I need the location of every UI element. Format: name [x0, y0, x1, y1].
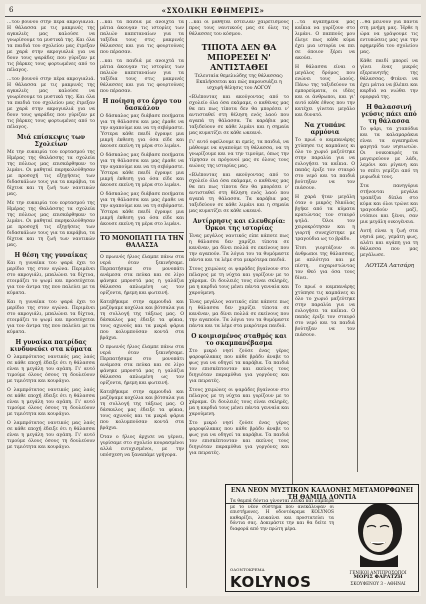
article-text: Αυτή είναι η ζωή στα νησιά μας, γεμάτη φως, αλάτι και αγάπη για τη θάλασσα που μας μεγάλωσε.	[360, 229, 418, 258]
column-divider	[97, 20, 98, 588]
page-number: 6	[9, 6, 14, 14]
column-4	[295, 20, 355, 472]
author-signature: ΛΟΥΙΖΑ Λατσάρη	[365, 263, 414, 269]
newspaper-title: «ΣΧΟΛΙΚΗ ΕΦΗΜΕΡΙΣ»	[161, 6, 265, 15]
article-text: Γι' αυτό οφείλουμε κι εμείς, τα παιδιά, να μάθουμε να αγαπούμε τη θάλασσα, να τη γνωρίζουμε και να την τιμούμε, όπως την τίμησαν οι πρόγονοί μας σε όλους τους αιώνες της ιστορίας μας.	[189, 140, 289, 169]
column-1	[7, 20, 95, 590]
page-header	[5, 6, 421, 17]
article-text: Ο δάσκαλος μας διάβασε ποιήματα για τη θάλασσα και μας έμαθε να την αγαπούμε και να τη σεβόμαστε. Ύστερα κάθε παιδί έγραψε μια μικρή έκθεση για όσα είδε και άκουσε εκείνη τη μέρα στο λιμάνι.	[100, 192, 184, 227]
article-text: Το ψάρι, τα χταπόδια και τα καλαμαράκια είναι τα αγαπημένα φαγητά των νησιωτών. Οι νοικοκυρές τα μαγειρεύουν με λάδι, λεμόνι και ρίγανη και το σπίτι γεμίζει από τη μυρωδιά τους.	[360, 127, 418, 180]
article-text: Κάθε παιδί μπορεί να γίνει ένας μικρός εξερευνητής της θάλασσας. Φτάνει να έχει μάτια να βλέπει και καρδιά να νιώθει την ομορφιά της.	[360, 59, 418, 100]
article-text: …του βουνού στην πέρα ακρογιαλιά. Η θάλασσα με τις μακρινές της αγκαλιές μας καλούσε να γνωρίσουμε τα μυστικά της. Και όλα τα παιδιά του σχολείου μας έτρεξαν με χαρά στην ακρογιαλιά για να δουν τους ψαράδες που γύριζαν με τις βάρκες τους φορτωμένες από το πέλαγος.	[7, 20, 95, 73]
section-heading: Μιά επίσκεψις των Σχολείων	[17, 134, 85, 148]
section-heading: Η θαλασσινή γεύσις πάει από τη θάλασσα	[361, 104, 417, 125]
article-text: Ο δάσκαλος μας διάβασε ποιήματα για τη θάλασσα και μας έμαθε να την αγαπούμε και να τη σεβόμαστε. Ύστερα κάθε παιδί έγραψε μια μικρή έκθεση για όσα είδε και άκουσε εκείνη τη μέρα στο λιμάνι.	[100, 153, 184, 188]
ad-body-text: Τα θαμπά δόντια γίνονται λευκά και λαμπερά με το νέον σύστημα που ανεκάλυψαν οι επιστήμονες. Η οδοντόκρεμα KOLYNOS καθαρίζει, λευκαίνει και προστατεύει τα δόντια σας. Δοκιμάστε την και θα δείτε τη διαφορά από την πρώτη μέρα.	[230, 499, 334, 532]
article-text: Η χαρά ήταν μεγάλη όταν ο μικρός Νικόλας βγήκε από τα κύματα κρατώντας τον σταυρό ψηλά. Όλοι τον χειροκρότησαν και η γιορτή συνεχίστηκε με τραγούδια ως το βράδυ.	[295, 195, 355, 242]
article-text: Ο δάσκαλος μας διάβασε ποιήματα για τη θάλασσα και μας έμαθε να την αγαπούμε και να τη σεβόμαστε. Ύστερα κάθε παιδί έγραψε μια μικρή έκθεση για όσα είδε και άκουσε εκείνη τη μέρα στο λιμάνι.	[100, 114, 184, 149]
article-text: Ο πρωινός ήλιος έλαμπε πάνω στα νερά όταν ξεκινήσαμε. Περπατήσαμε στο μονοπάτι ανάμεσα στα πεύκα και σε λίγο φάνηκε μπροστά μας η γαλάζια θάλασσα απλωμένη ως τον ορίζοντα, ήρεμη και φωτεινή.	[100, 255, 184, 296]
article-text: Και η γυναίκα του ψαρά έχει το μερίδιο της στον αγώνα. Περιμένει στο ακρογιάλι, μπαλώνει τα δίχτυα, ετοιμάζει το ψωμί και προσεύχεται για τον άντρα της που παλεύει με τα κύματα.	[7, 261, 95, 296]
importer-name: ΜΟΡΙΣ ΦΑΡΑΤΖΗ	[353, 574, 403, 581]
woman-portrait-illustration	[340, 499, 414, 567]
kolynos-advertisement	[225, 484, 419, 592]
importer-label: ΓΕΝΙΚΟΙ ΑΝΤΙΠΡΟΣΩΠΟΙ	[349, 570, 407, 575]
article-text: …τα αγαπημένα μας καΐκια να γυρίζουν στο λιμάνι. Ο παππούς μου έλεγε πως κάθε κύμα έχει μια ιστορία να πει σε όποιον ξέρει να ακούει.	[295, 20, 355, 61]
article-text: Κατεβήκαμε στην αμμουδιά και μαζέψαμε κοχύλια και βότσαλα για τη συλλογή της τάξεως μας. Ο δάσκαλος μας έδειξε τα φύκια, τους αχινούς και τα μικρά ψάρια που κολυμπούσαν κοντά στα βράχια.	[100, 300, 184, 341]
section-heading: Ο κοιμισμένος σταθμός και το σκαμπανέβασμα	[191, 333, 287, 347]
section-heading: Αντίρρησις και ελευθερία: Όρκοι της ιστορίας	[192, 218, 286, 232]
article-text: Το πρωί ο καμπανάρης χτύπησε τις καμπάνες κι όλο το χωριό μαζεύτηκε στην παραλία για να ευλογήσει τα καΐκια. Ο παπάς έριξε τον σταυρό στο νερό και τα παιδιά βούτηξαν να τον πιάσουν.	[295, 285, 355, 338]
column-divider	[186, 20, 187, 588]
article-text: Έτσι γιορτάζουν οι άνθρωποι της θάλασσας, με απλότητα και με πίστη, ευχαριστώντας τον Θεό για όσα τους δίνει.	[295, 246, 355, 281]
article-text: Όταν ο ήλιος άρχισε να γέρνει, γυρίσαμε στο σχολείο κουρασμένοι αλλά ευτυχισμένοι, με την υπόσχεση να ξαναπάμε γρήγορα.	[100, 435, 184, 458]
section-heading: Η γυναίκα πατρίδας κινδυνεύει στα κύματα	[10, 339, 92, 353]
importer-address: ΣΚΟΥΦΕΝΟΥ 3 - ΑΘΗΝΑΙ	[350, 580, 406, 586]
article-text: Ένας μεγάλος ναυτικός είπε κάποτε πως η θάλασσα δεν χαρίζει τίποτα σε κανέναν, μα δίνει πολλά σε εκείνους που την αγαπούν. Τα λόγια του τα θυμόμαστε πάντα και τα λέμε στα μικρότερα παιδιά.	[189, 300, 289, 329]
article-text: Στους χειμώνες οι ψαράδες βγαίνουν στο πέλαγος με τη νύχτα και γυρίζουν με το χάραμα. Οι δουλειές τους είναι σκληρές, μα η καρδιά τους μένει πάντα γενναία και χαρούμενη.	[189, 388, 289, 417]
article-text: Στο μικρό νησί ζούσε ένας γέρος φαροφύλακας που κάθε βράδυ άναβε το φως για να οδηγεί τα καράβια. Τα παιδιά τον επισκέπτονταν και εκείνος τους διηγιόταν παραμύθια για γοργόνες και για πειρατές.	[189, 421, 289, 456]
brand-label: ΟΔΟΝΤΟΚΡΕΜΑ	[230, 567, 265, 572]
article-text: …θα μείνουν για πάντα στη μνήμη μας. Ήρθε η ώρα να γράψουμε τις εντυπώσεις μας για την εφημερίδα του σχολείου μας.	[360, 20, 418, 55]
article-text: Ο πρωινός ήλιος έλαμπε πάνω στα νερά όταν ξεκινήσαμε. Περπατήσαμε στο μονοπάτι ανάμεσα στα πεύκα και σε λίγο φάνηκε μπροστά μας η γαλάζια θάλασσα απλωμένη ως τον ορίζοντα, ήρεμη και φωτεινή.	[100, 345, 184, 386]
section-heading: Να χτυπάνε αρμόνια	[304, 122, 346, 136]
boxed-section-title: ΤΟ ΜΟΝΟΠΑΤΙ ΓΙΑ ΤΗΝ ΘΑΛΑΣΣΑ	[100, 232, 184, 252]
article-text: Ένας μεγάλος ναυτικός είπε κάποτε πως η θάλασσα δεν χαρίζει τίποτα σε κανέναν, μα δίνει πολλά σε εκείνους που την αγαπούν. Τα λόγια του τα θυμόμαστε πάντα και τα λέμε στα μικρότερα παιδιά.	[189, 234, 289, 263]
article-text: Με την ευκαιρία του εορτασμού της Ημέρας της Θαλάσσης τα σχολεία της πόλεως μας επισκέφθηκαν το λιμάνι. Οι μαθηταί παρηκολούθησαν με προσοχή τις εξηγήσεις των διδασκάλων τους για τα καράβια, τα δίχτυα και τη ζωή των ναυτικών μας.	[7, 201, 95, 248]
article-text: …του βουνού στην πέρα ακρογιαλιά. Η θάλασσα με τις μακρινές της αγκαλιές μας καλούσε να γνωρίσουμε τα μυστικά της. Και όλα τα παιδιά του σχολείου μας έτρεξαν με χαρά στην ακρογιαλιά για να δουν τους ψαράδες που γύριζαν με τις βάρκες τους φορτωμένες από το πέλαγος.	[7, 77, 95, 130]
brand-logo-text: KOLYNOS	[230, 573, 312, 591]
article-text: …και τα παιδιά με ανοιχτά τα μάτια άκουγαν τις ιστορίες των παλιών καπεταναίων για τα ταξίδια τους στις μακρινές θάλασσες και για τις φουρτούνες που πέρασαν.	[100, 59, 184, 94]
article-text: Στους χειμώνες οι ψαράδες βγαίνουν στο πέλαγος με τη νύχτα και γυρίζουν με το χάραμα. Οι δουλειές τους είναι σκληρές, μα η καρδιά τους μένει πάντα γενναία και χαρούμενη.	[189, 267, 289, 296]
main-headline: ΤΙΠΟΤΑ ΔΕΝ ΘΑ ΜΠΟΡΕΣΕΙ Ν' ΑΝΤΙΣΤΑΘΕΙ	[201, 42, 277, 72]
article-text: Στο μικρό νησί ζούσε ένας γέρος φαροφύλακας που κάθε βράδυ άναβε το φως για να οδηγεί τα καράβια. Τα παιδιά τον επισκέπτονταν και εκείνος τους διηγιόταν παραμύθια για γοργόνες και για πειρατές.	[189, 349, 289, 384]
article-text: Με την ευκαιρία του εορτασμού της Ημέρας της Θαλάσσης τα σχολεία της πόλεως μας επισκέφθηκαν το λιμάνι. Οι μαθηταί παρηκολούθησαν με προσοχή τις εξηγήσεις των διδασκάλων τους για τα καράβια, τα δίχτυα και τη ζωή των ναυτικών μας.	[7, 150, 95, 197]
article-text: Και η γυναίκα του ψαρά έχει το μερίδιο της στον αγώνα. Περιμένει στο ακρογιάλι, μπαλώνει τα δίχτυα, ετοιμάζει το ψωμί και προσεύχεται για τον άντρα της που παλεύει με τα κύματα.	[7, 300, 95, 335]
article-text: «Βλέποντας και ακούγοντας από το σχολείο όλα όσα εκάμαμε, ο καθένας μας θα πει πως τίποτα δεν θα μπορέσει ν' αντισταθεί στη θέληση ενός λαού που αγαπά τη θάλασσα. Τα καράβια μας ταξιδεύουν σε κάθε λιμάνι και η σημαία μας κυματίζει σε κάθε ωκεανό.	[189, 95, 289, 136]
article-text: Ο λαμπρότατος ναυτικός μας λαός σε κάθε εποχή έδειξε ότι η θάλασσα είναι η μεγάλη του αγάπη. Γι' αυτό τιμούμε όλους όσους τη δουλεύουν με τιμιότητα και κουράγιο.	[7, 421, 95, 450]
section-heading: Η θέση της γυναίκας	[14, 252, 88, 259]
ad-headline: ΕΝΑ ΝΕΟΝ ΜΥΣΤΙΚΟΝ ΚΑΛΛΟΝΗΣ ΜΕΤΑΜΟΡΦΩΝΕΙ ΤΗ ΘΑΜΠΑ ΔΟΝΤΙΑ	[226, 485, 418, 504]
headline-subtitle: Τελευταία θεμελιώδης της θάλασσας: Εκπλήσσεται και πώς παρουσιάζει η ισχυρή θέλησις του ΛΟΓΟΥ	[194, 74, 284, 91]
article-text: Το πρωί ο καμπανάρης χτύπησε τις καμπάνες κι όλο το χωριό μαζεύτηκε στην παραλία για να ευλογήσει τα καΐκια. Ο παπάς έριξε τον σταυρό στο νερό και τα παιδιά βούτηξαν να τον πιάσουν.	[295, 138, 355, 191]
article-text: Ο λαμπρότατος ναυτικός μας λαός σε κάθε εποχή έδειξε ότι η θάλασσα είναι η μεγάλη του αγάπη. Γι' αυτό τιμούμε όλους όσους τη δουλεύουν με τιμιότητα και κουράγιο.	[7, 388, 95, 417]
article-text: Κατεβήκαμε στην αμμουδιά και μαζέψαμε κοχύλια και βότσαλα για τη συλλογή της τάξεως μας. Ο δάσκαλος μας έδειξε τα φύκια, τους αχινούς και τα μικρά ψάρια που κολυμπούσαν κοντά στα βράχια.	[100, 390, 184, 431]
article-text: Ο λαμπρότατος ναυτικός μας λαός σε κάθε εποχή έδειξε ότι η θάλασσα είναι η μεγάλη του αγάπη. Γι' αυτό τιμούμε όλους όσους τη δουλεύουν με τιμιότητα και κουράγιο.	[7, 355, 95, 384]
article-text: …και οι μαθηταί έστειλαν χαιρετισμούς προς τους ναυτικούς μας σε όλες τις θάλασσες του κόσμου.	[189, 20, 289, 37]
article-text: Στα πανηγύρια στήνονται μεγάλα τραπέζια δίπλα στο κύμα και όλοι τρώνε και τραγουδούν μαζί, ντόπιοι και ξένοι, σαν μια μεγάλη οικογένεια.	[360, 184, 418, 225]
section-heading: Η ποίηση στο έργο του δασκάλου	[102, 98, 182, 112]
article-text: …και τα παιδιά με ανοιχτά τα μάτια άκουγαν τις ιστορίες των παλιών καπεταναίων για τα ταξίδια τους στις μακρινές θάλασσες και για τις φουρτούνες που πέρασαν.	[100, 20, 184, 55]
column-5	[360, 20, 418, 472]
importer-info	[342, 570, 414, 586]
newspaper-page	[5, 4, 421, 596]
column-2	[100, 20, 184, 590]
article-text: «Βλέποντας και ακούγοντας από το σχολείο όλα όσα εκάμαμε, ο καθένας μας θα πει πως τίποτα δεν θα μπορέσει ν' αντισταθεί στη θέληση ενός λαού που αγαπά τη θάλασσα. Τα καράβια μας ταξιδεύουν σε κάθε λιμάνι και η σημαία μας κυματίζει σε κάθε ωκεανό.	[189, 173, 289, 214]
column-divider	[357, 20, 358, 472]
article-text: Η θάλασσα είναι ο μεγάλος δρόμος που ενώνει τους λαούς. Πάνω της ταξιδεύουν τα εμπορεύματα, οι ιδέες και οι άνθρωποι, και γι' αυτό κάθε έθνος που την κατέχει γίνεται μεγάλο και δυνατό.	[295, 65, 355, 118]
